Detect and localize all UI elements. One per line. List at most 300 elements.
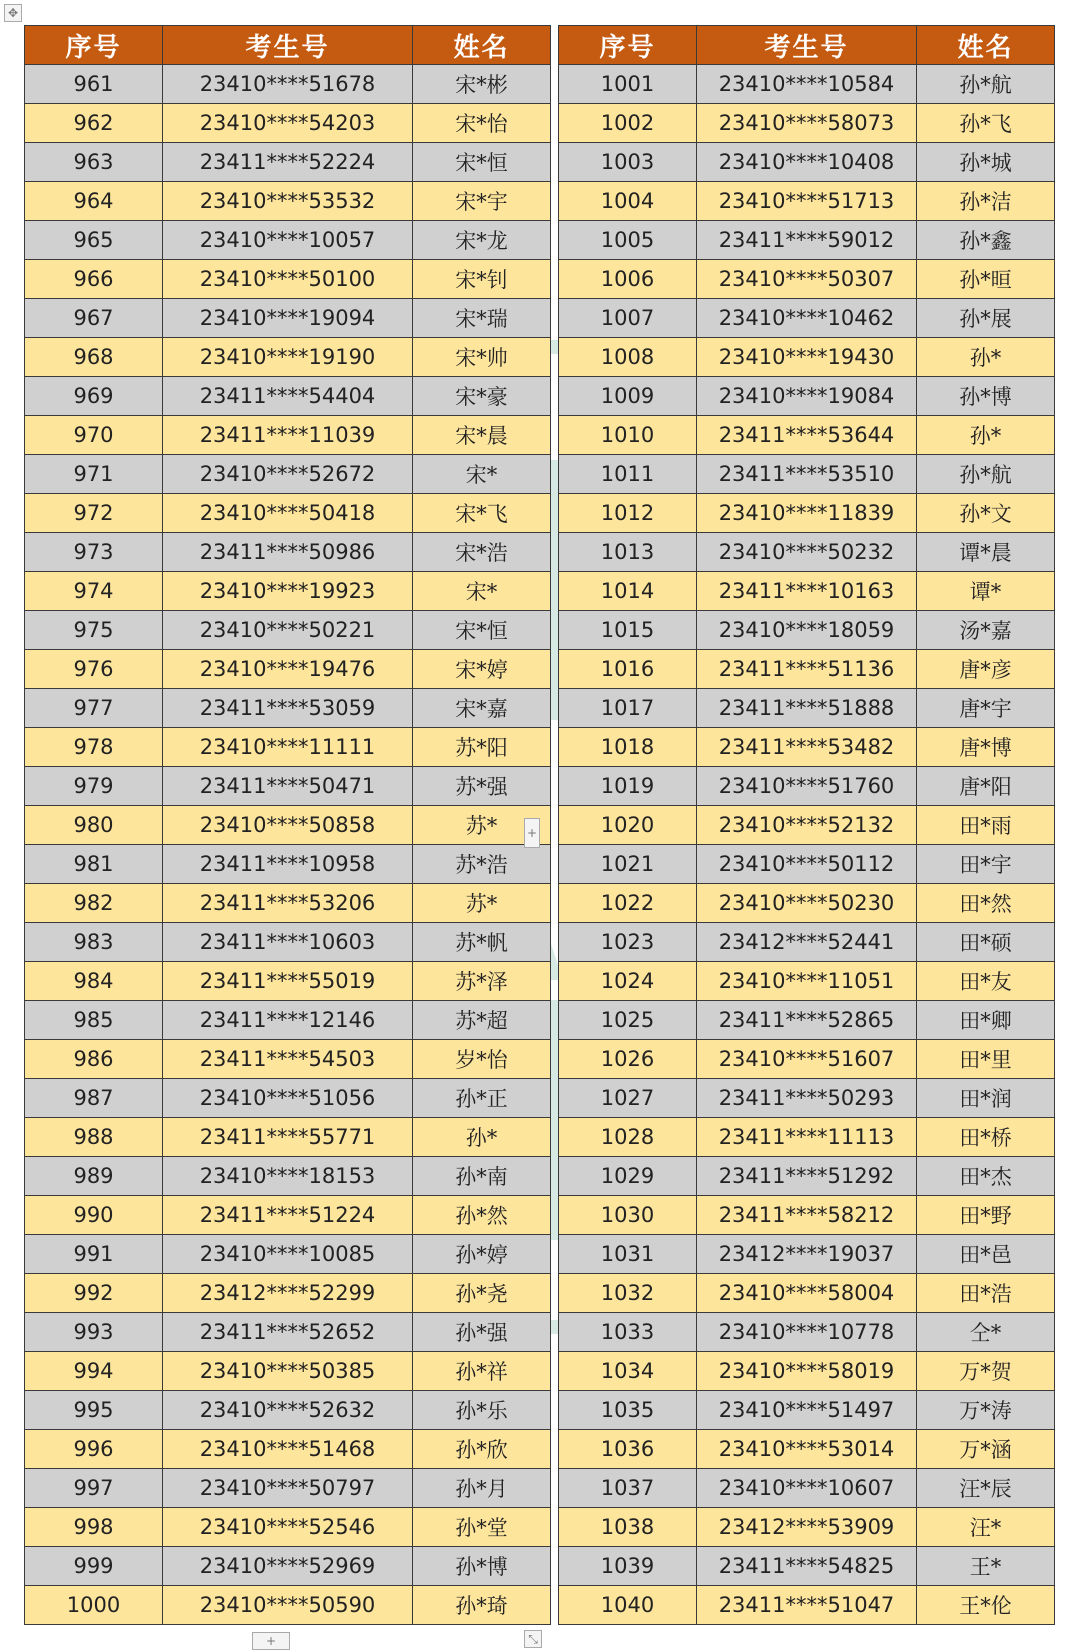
cell-exam-id: 23412****52441 [697, 923, 917, 962]
cell-exam-id: 23411****53510 [697, 455, 917, 494]
cell-name: 孙* [413, 1118, 551, 1157]
cell-exam-id: 23410****18059 [697, 611, 917, 650]
cell-name: 万*涵 [917, 1430, 1055, 1469]
add-row-button[interactable] [252, 1632, 290, 1650]
cell-exam-id: 23410****58019 [697, 1352, 917, 1391]
cell-exam-id: 23410****52546 [163, 1508, 413, 1547]
cell-name: 宋*彬 [413, 65, 551, 104]
cell-name: 孙*乐 [413, 1391, 551, 1430]
cell-exam-id: 23410****51678 [163, 65, 413, 104]
cell-serial: 974 [25, 572, 163, 611]
cell-exam-id: 23411****50471 [163, 767, 413, 806]
cell-serial: 1011 [559, 455, 697, 494]
cell-serial: 998 [25, 1508, 163, 1547]
cell-exam-id: 23410****51497 [697, 1391, 917, 1430]
cell-exam-id: 23410****10462 [697, 299, 917, 338]
cell-name: 汤*嘉 [917, 611, 1055, 650]
cell-serial: 979 [25, 767, 163, 806]
cell-exam-id: 23410****11051 [697, 962, 917, 1001]
cell-serial: 964 [25, 182, 163, 221]
cell-serial: 975 [25, 611, 163, 650]
table-row [559, 260, 1055, 299]
cell-serial: 1031 [559, 1235, 697, 1274]
cell-serial: 1010 [559, 416, 697, 455]
table-row [25, 1235, 551, 1274]
cell-serial: 1034 [559, 1352, 697, 1391]
cell-serial: 1015 [559, 611, 697, 650]
cell-serial: 999 [25, 1547, 163, 1586]
cell-name: 孙*晅 [917, 260, 1055, 299]
cell-exam-id: 23410****53532 [163, 182, 413, 221]
cell-name: 岁*怡 [413, 1040, 551, 1079]
cell-name: 唐*宇 [917, 689, 1055, 728]
table-row [559, 1391, 1055, 1430]
table-row [25, 845, 551, 884]
table-row [559, 806, 1055, 845]
table-row [25, 572, 551, 611]
cell-name: 宋* [413, 572, 551, 611]
table-row [559, 572, 1055, 611]
cell-exam-id: 23410****19190 [163, 338, 413, 377]
table-row [25, 533, 551, 572]
cell-exam-id: 23411****53644 [697, 416, 917, 455]
cell-serial: 1033 [559, 1313, 697, 1352]
table-row [559, 611, 1055, 650]
table-move-handle[interactable] [4, 4, 22, 22]
cell-serial: 978 [25, 728, 163, 767]
cell-serial: 971 [25, 455, 163, 494]
cell-serial: 1019 [559, 767, 697, 806]
table-row [559, 962, 1055, 1001]
cell-name: 汪* [917, 1508, 1055, 1547]
cell-exam-id: 23412****53909 [697, 1508, 917, 1547]
cell-serial: 1032 [559, 1274, 697, 1313]
cell-exam-id: 23410****19430 [697, 338, 917, 377]
cell-name: 孙* [917, 338, 1055, 377]
cell-name: 宋* [413, 455, 551, 494]
cell-name: 苏* [413, 884, 551, 923]
cell-exam-id: 23411****11039 [163, 416, 413, 455]
cell-name: 宋*瑞 [413, 299, 551, 338]
cell-name: 田*卿 [917, 1001, 1055, 1040]
cell-name: 王* [917, 1547, 1055, 1586]
table-row [25, 260, 551, 299]
cell-serial: 970 [25, 416, 163, 455]
cell-name: 仝* [917, 1313, 1055, 1352]
table-row [25, 494, 551, 533]
cell-serial: 986 [25, 1040, 163, 1079]
cell-exam-id: 23411****12146 [163, 1001, 413, 1040]
cell-serial: 1020 [559, 806, 697, 845]
cell-serial: 1035 [559, 1391, 697, 1430]
cell-serial: 1006 [559, 260, 697, 299]
cell-exam-id: 23411****55019 [163, 962, 413, 1001]
header-serial: 序号 [559, 26, 697, 65]
cell-exam-id: 23411****51136 [697, 650, 917, 689]
cell-name: 孙*强 [413, 1313, 551, 1352]
table-row [25, 1274, 551, 1313]
cell-serial: 1022 [559, 884, 697, 923]
cell-name: 宋*嘉 [413, 689, 551, 728]
cell-name: 宋*龙 [413, 221, 551, 260]
cell-serial: 992 [25, 1274, 163, 1313]
table-row [25, 221, 551, 260]
cell-serial: 989 [25, 1157, 163, 1196]
cell-serial: 985 [25, 1001, 163, 1040]
cell-exam-id: 23410****50590 [163, 1586, 413, 1625]
table-row [25, 1001, 551, 1040]
header-name: 姓名 [413, 26, 551, 65]
cell-serial: 1001 [559, 65, 697, 104]
table-row [25, 1313, 551, 1352]
table-row [559, 1508, 1055, 1547]
cell-serial: 1025 [559, 1001, 697, 1040]
cell-serial: 1017 [559, 689, 697, 728]
cell-name: 万*涛 [917, 1391, 1055, 1430]
table-row [25, 455, 551, 494]
cell-exam-id: 23411****51292 [697, 1157, 917, 1196]
table-row [559, 728, 1055, 767]
table-row [25, 1157, 551, 1196]
cell-name: 孙*展 [917, 299, 1055, 338]
cell-serial: 988 [25, 1118, 163, 1157]
resize-diagonal-icon: ⤡ [528, 1632, 538, 1646]
cell-exam-id: 23410****50418 [163, 494, 413, 533]
table-row [559, 1352, 1055, 1391]
cell-name: 田*然 [917, 884, 1055, 923]
table-row [25, 143, 551, 182]
table-row [25, 1547, 551, 1586]
table-row [559, 65, 1055, 104]
table-row [559, 845, 1055, 884]
cell-exam-id: 23411****53482 [697, 728, 917, 767]
cell-name: 谭* [917, 572, 1055, 611]
cell-exam-id: 23411****10163 [697, 572, 917, 611]
table-row [559, 1547, 1055, 1586]
table-row [559, 221, 1055, 260]
cell-exam-id: 23410****51760 [697, 767, 917, 806]
table-row [25, 884, 551, 923]
cell-serial: 996 [25, 1430, 163, 1469]
cell-serial: 1012 [559, 494, 697, 533]
table-row [559, 338, 1055, 377]
cell-name: 苏*强 [413, 767, 551, 806]
cell-exam-id: 23410****50112 [697, 845, 917, 884]
table-row [559, 1157, 1055, 1196]
cell-name: 孙*月 [413, 1469, 551, 1508]
cell-name: 谭*晨 [917, 533, 1055, 572]
table-row [559, 923, 1055, 962]
cell-exam-id: 23411****11113 [697, 1118, 917, 1157]
cell-name: 苏*超 [413, 1001, 551, 1040]
cell-serial: 1003 [559, 143, 697, 182]
cell-exam-id: 23410****10778 [697, 1313, 917, 1352]
cell-serial: 963 [25, 143, 163, 182]
table-row [25, 1391, 551, 1430]
cell-serial: 961 [25, 65, 163, 104]
table-row [559, 1274, 1055, 1313]
cell-serial: 997 [25, 1469, 163, 1508]
cell-exam-id: 23411****50986 [163, 533, 413, 572]
table-row [25, 1040, 551, 1079]
table-row [559, 1196, 1055, 1235]
cell-name: 苏* [413, 806, 551, 845]
cell-serial: 1023 [559, 923, 697, 962]
cell-name: 田*雨 [917, 806, 1055, 845]
cell-name: 孙*然 [413, 1196, 551, 1235]
cell-serial: 969 [25, 377, 163, 416]
table-row [25, 182, 551, 221]
cell-serial: 1021 [559, 845, 697, 884]
header-exam-id: 考生号 [697, 26, 917, 65]
cell-exam-id: 23410****50230 [697, 884, 917, 923]
cell-exam-id: 23411****10603 [163, 923, 413, 962]
cell-exam-id: 23411****54404 [163, 377, 413, 416]
cell-exam-id: 23411****51888 [697, 689, 917, 728]
table-row [25, 377, 551, 416]
cell-serial: 981 [25, 845, 163, 884]
table-row [25, 1352, 551, 1391]
table-row [25, 65, 551, 104]
cell-exam-id: 23411****53206 [163, 884, 413, 923]
cell-serial: 966 [25, 260, 163, 299]
cell-name: 孙*城 [917, 143, 1055, 182]
table-row [559, 494, 1055, 533]
table-row [559, 416, 1055, 455]
cell-exam-id: 23410****52132 [697, 806, 917, 845]
table-row [559, 650, 1055, 689]
table-row [559, 689, 1055, 728]
cell-name: 田*野 [917, 1196, 1055, 1235]
cell-exam-id: 23410****10057 [163, 221, 413, 260]
add-column-button[interactable] [524, 818, 540, 848]
cell-name: 宋*晨 [413, 416, 551, 455]
table-row [25, 1196, 551, 1235]
cell-serial: 976 [25, 650, 163, 689]
cell-exam-id: 23410****10584 [697, 65, 917, 104]
table-row [559, 182, 1055, 221]
cell-exam-id: 23410****50100 [163, 260, 413, 299]
cell-name: 孙*欣 [413, 1430, 551, 1469]
cell-name: 王*伦 [917, 1586, 1055, 1625]
cell-exam-id: 23410****50221 [163, 611, 413, 650]
cell-name: 苏*帆 [413, 923, 551, 962]
cell-name: 田*杰 [917, 1157, 1055, 1196]
cell-exam-id: 23412****19037 [697, 1235, 917, 1274]
cell-name: 孙*洁 [917, 182, 1055, 221]
cell-name: 田*友 [917, 962, 1055, 1001]
cell-serial: 967 [25, 299, 163, 338]
table-row [25, 1430, 551, 1469]
cell-name: 孙*博 [413, 1547, 551, 1586]
cell-serial: 1039 [559, 1547, 697, 1586]
header-serial: 序号 [25, 26, 163, 65]
cell-serial: 1026 [559, 1040, 697, 1079]
cell-serial: 1004 [559, 182, 697, 221]
cell-name: 宋*豪 [413, 377, 551, 416]
table-row [25, 1586, 551, 1625]
cell-serial: 1005 [559, 221, 697, 260]
table-row [559, 1430, 1055, 1469]
cell-exam-id: 23410****50307 [697, 260, 917, 299]
cell-name: 宋*婷 [413, 650, 551, 689]
cell-exam-id: 23410****50385 [163, 1352, 413, 1391]
table-row [559, 1469, 1055, 1508]
cell-serial: 994 [25, 1352, 163, 1391]
cell-name: 孙*南 [413, 1157, 551, 1196]
cell-name: 田*里 [917, 1040, 1055, 1079]
cell-serial: 1014 [559, 572, 697, 611]
cell-name: 苏*泽 [413, 962, 551, 1001]
table-row [25, 806, 551, 845]
cell-name: 宋*飞 [413, 494, 551, 533]
cell-name: 田*浩 [917, 1274, 1055, 1313]
table-row [559, 377, 1055, 416]
cell-serial: 995 [25, 1391, 163, 1430]
header-exam-id: 考生号 [163, 26, 413, 65]
table-row [25, 1118, 551, 1157]
table-row [25, 689, 551, 728]
cell-name: 唐*彦 [917, 650, 1055, 689]
cell-name: 汪*辰 [917, 1469, 1055, 1508]
table-row [559, 1001, 1055, 1040]
table-row [25, 962, 551, 1001]
cell-serial: 1040 [559, 1586, 697, 1625]
table-row [25, 299, 551, 338]
cell-exam-id: 23410****52969 [163, 1547, 413, 1586]
cell-name: 宋*钊 [413, 260, 551, 299]
cell-name: 宋*怡 [413, 104, 551, 143]
cell-name: 万*贺 [917, 1352, 1055, 1391]
cell-name: 孙*鑫 [917, 221, 1055, 260]
cell-name: 宋*恒 [413, 143, 551, 182]
table-row [559, 455, 1055, 494]
cell-exam-id: 23411****10958 [163, 845, 413, 884]
cell-serial: 1016 [559, 650, 697, 689]
cell-exam-id: 23411****53059 [163, 689, 413, 728]
cell-exam-id: 23410****54203 [163, 104, 413, 143]
cell-name: 孙*文 [917, 494, 1055, 533]
cell-name: 苏*浩 [413, 845, 551, 884]
table-header-row [25, 26, 551, 65]
cell-exam-id: 23410****52632 [163, 1391, 413, 1430]
cell-name: 田*邑 [917, 1235, 1055, 1274]
cell-serial: 1018 [559, 728, 697, 767]
cell-exam-id: 23410****19094 [163, 299, 413, 338]
cell-name: 田*桥 [917, 1118, 1055, 1157]
table-row [559, 884, 1055, 923]
cell-serial: 1000 [25, 1586, 163, 1625]
cell-exam-id: 23410****50797 [163, 1469, 413, 1508]
cell-exam-id: 23410****10607 [697, 1469, 917, 1508]
cell-name: 孙*堂 [413, 1508, 551, 1547]
cell-serial: 1027 [559, 1079, 697, 1118]
cell-exam-id: 23412****52299 [163, 1274, 413, 1313]
cell-name: 孙* [917, 416, 1055, 455]
move-arrows-icon: ✥ [7, 6, 19, 20]
table-row [559, 1079, 1055, 1118]
header-name: 姓名 [917, 26, 1055, 65]
cell-serial: 980 [25, 806, 163, 845]
cell-name: 孙*航 [917, 455, 1055, 494]
cell-serial: 1038 [559, 1508, 697, 1547]
table-row [559, 1313, 1055, 1352]
cell-exam-id: 23411****50293 [697, 1079, 917, 1118]
cell-name: 苏*阳 [413, 728, 551, 767]
cell-exam-id: 23410****58073 [697, 104, 917, 143]
cell-exam-id: 23410****11111 [163, 728, 413, 767]
cell-exam-id: 23410****58004 [697, 1274, 917, 1313]
table-row [25, 728, 551, 767]
table-row [25, 767, 551, 806]
table-row [25, 104, 551, 143]
cell-exam-id: 23411****55771 [163, 1118, 413, 1157]
plus-icon: + [526, 826, 538, 840]
table-row [559, 767, 1055, 806]
cell-exam-id: 23411****59012 [697, 221, 917, 260]
table-row [559, 1040, 1055, 1079]
cell-exam-id: 23411****51224 [163, 1196, 413, 1235]
table-header-row [559, 26, 1055, 65]
table-row [25, 1469, 551, 1508]
cell-serial: 1002 [559, 104, 697, 143]
cell-name: 唐*博 [917, 728, 1055, 767]
cell-name: 孙*祥 [413, 1352, 551, 1391]
cell-name: 宋*宇 [413, 182, 551, 221]
cell-name: 宋*浩 [413, 533, 551, 572]
cell-serial: 984 [25, 962, 163, 1001]
cell-serial: 1036 [559, 1430, 697, 1469]
cell-exam-id: 23410****52672 [163, 455, 413, 494]
cell-exam-id: 23411****58212 [697, 1196, 917, 1235]
cell-exam-id: 23410****53014 [697, 1430, 917, 1469]
table-row [25, 416, 551, 455]
cell-name: 孙*博 [917, 377, 1055, 416]
cell-name: 孙*航 [917, 65, 1055, 104]
plus-icon: + [265, 1634, 277, 1648]
cell-serial: 982 [25, 884, 163, 923]
cell-serial: 1028 [559, 1118, 697, 1157]
table-row [25, 338, 551, 377]
cell-exam-id: 23410****18153 [163, 1157, 413, 1196]
cell-name: 田*硕 [917, 923, 1055, 962]
cell-exam-id: 23411****52865 [697, 1001, 917, 1040]
score-table-left [24, 25, 551, 1625]
cell-serial: 1030 [559, 1196, 697, 1235]
table-row [25, 611, 551, 650]
cell-exam-id: 23410****50858 [163, 806, 413, 845]
cell-exam-id: 23411****52224 [163, 143, 413, 182]
cell-serial: 968 [25, 338, 163, 377]
cell-name: 孙*婷 [413, 1235, 551, 1274]
cell-serial: 987 [25, 1079, 163, 1118]
cell-serial: 1024 [559, 962, 697, 1001]
cell-serial: 965 [25, 221, 163, 260]
score-table-right [558, 25, 1055, 1625]
table-row [559, 1586, 1055, 1625]
cell-serial: 1029 [559, 1157, 697, 1196]
cell-serial: 1037 [559, 1469, 697, 1508]
cell-name: 宋*帅 [413, 338, 551, 377]
table-row [559, 143, 1055, 182]
cell-name: 孙*正 [413, 1079, 551, 1118]
cell-exam-id: 23411****54503 [163, 1040, 413, 1079]
cell-name: 孙*尧 [413, 1274, 551, 1313]
cell-exam-id: 23410****51468 [163, 1430, 413, 1469]
table-resize-handle[interactable] [524, 1630, 542, 1648]
table-row [559, 104, 1055, 143]
cell-name: 孙*琦 [413, 1586, 551, 1625]
